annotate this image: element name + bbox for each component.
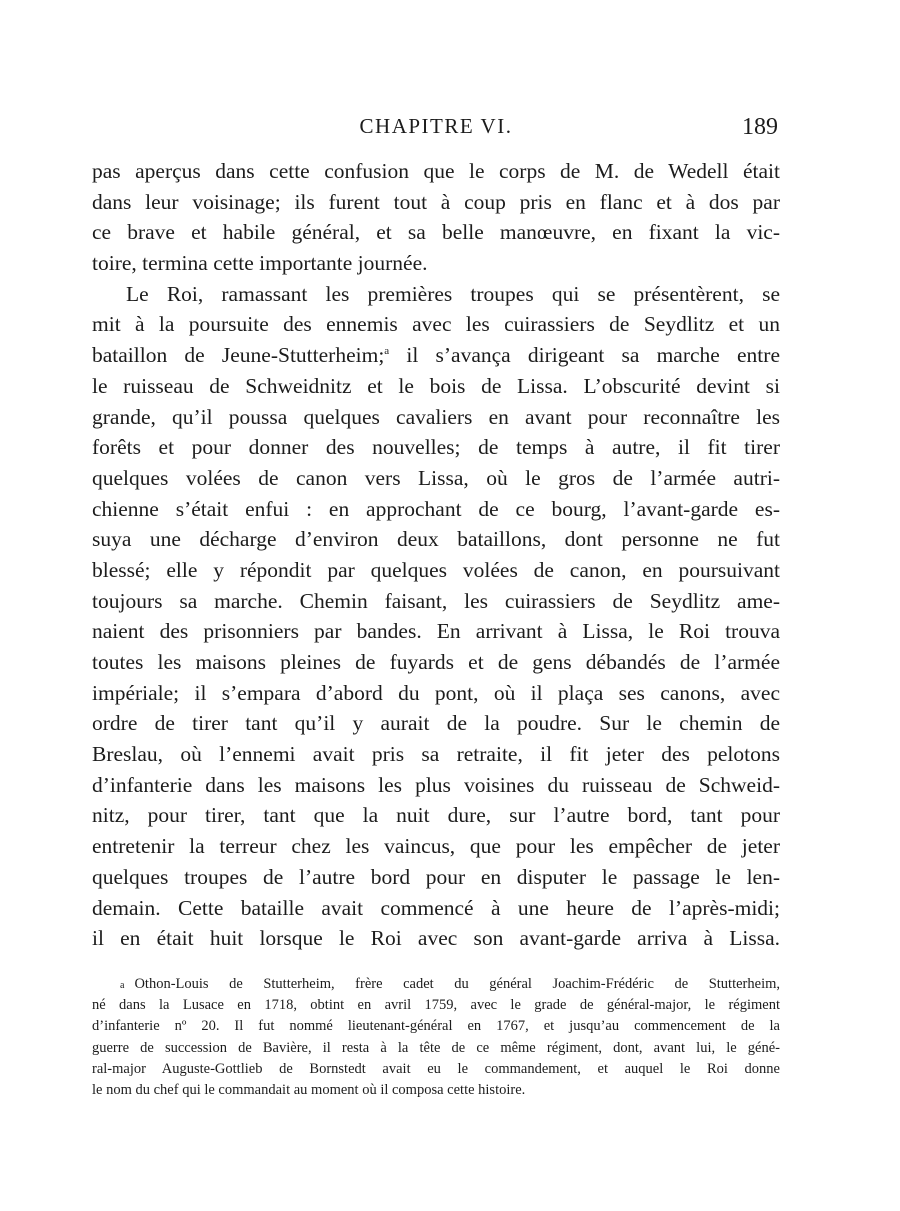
text-line: mit à la poursuite des ennemis avec les cuirassiers de Seydlitz et un (92, 312, 780, 337)
footnote-line (92, 974, 780, 995)
text-segment: il s’avança dirigeant sa marche entre (389, 343, 780, 368)
text-line: demain. Cette bataille avait commencé à une heure de l’après-midi; (92, 895, 780, 920)
footnote-line: guerre de succession de Bavière, il resta à la tête de ce même régiment, dont, avant lui, le géné- (92, 1039, 780, 1056)
text-line: nitz, pour tirer, tant que la nuit dure, sur l’autre bord, tant pour (92, 803, 780, 828)
text-line: quelques troupes de l’autre bord pour en disputer le passage le len- (92, 864, 780, 889)
text-line: pas aperçus dans cette confusion que le corps de M. de Wedell était (92, 159, 780, 183)
text-line: chienne s’était enfui : en approchant de ce bourg, l’avant-garde es- (92, 496, 780, 521)
text-line: il en était huit lorsque le Roi avec son avant-garde arriva à Lissa. (92, 926, 780, 951)
chapter-title: CHAPITRE VI. (359, 114, 513, 138)
text-line: toire, termina cette importante journée. (92, 251, 428, 276)
running-head (92, 108, 780, 148)
paragraph (92, 156, 780, 279)
text-line: forêts et pour donner des nouvelles; de temps à autre, il fit tirer (92, 435, 780, 460)
footnote-marker: a (384, 345, 390, 358)
footnote-letter: a (120, 979, 125, 991)
text-line: grande, qu’il poussa quelques cavaliers en avant pour reconnaître les (92, 404, 780, 429)
text-segment: bataillon de Jeune-Stutterheim; (92, 343, 385, 368)
text-line: suya une décharge d’environ deux bataillons, dont personne ne fut (92, 527, 780, 552)
footnote (92, 974, 780, 1102)
text-line: d’infanterie dans les maisons les plus voisines du ruisseau de Schweid- (92, 772, 780, 797)
text-line: Breslau, où l’ennemi avait pris sa retraite, il fit jeter des pelotons (92, 742, 780, 767)
text-line: blessé; elle y répondit par quelques volées de canon, en poursuivant (92, 557, 780, 582)
footnote-line: le nom du chef qui le commandait au moment où il composa cette histoire. (92, 1082, 526, 1099)
text-line: ordre de tirer tant qu’il y aurait de la poudre. Sur le chemin de (92, 711, 780, 736)
footnote-text: Othon-Louis de Stutterheim, frère cadet du général Joachim-Frédéric de Stutterheim, (134, 975, 780, 992)
footnote-line: d’infanterie nº 20. Il fut nommé lieutenant-général en 1767, et jusqu’au commencement de la (92, 1018, 780, 1035)
body-text (92, 156, 780, 954)
text-line: toutes les maisons pleines de fuyards et de gens débandés de l’armée (92, 650, 780, 674)
text-line: entretenir la terreur chez les vaincus, que pour les empêcher de jeter (92, 834, 780, 859)
text-line: impériale; il s’empara d’abord du pont, où il plaça ses canons, avec (92, 680, 780, 705)
footnote-line: ral-major Auguste-Gottlieb de Bornstedt avait eu le commandement, et auquel le Roi donne (92, 1061, 780, 1078)
text-line: le ruisseau de Schweidnitz et le bois de Lissa. L’obscurité devint si (92, 373, 780, 398)
text-line: ce brave et habile général, et sa belle manœuvre, en fixant la vic- (92, 220, 780, 245)
footnote-line: né dans la Lusace en 1718, obtint en avril 1759, avec le grade de général-major, le régiment (92, 997, 780, 1014)
page-number: 189 (742, 114, 778, 140)
text-line: naient des prisonniers par bandes. En arrivant à Lissa, le Roi trouva (92, 619, 780, 644)
text-line: Le Roi, ramassant les premières troupes qui se présentèrent, se (126, 281, 780, 306)
text-line: dans leur voisinage; ils furent tout à coup pris en flanc et à dos par (92, 189, 780, 214)
paragraph (92, 279, 780, 954)
text-line: toujours sa marche. Chemin faisant, les cuirassiers de Seydlitz ame- (92, 588, 780, 613)
text-line (92, 340, 780, 371)
text-line: quelques volées de canon vers Lissa, où le gros de l’armée autri- (92, 465, 780, 490)
book-page (92, 108, 780, 1102)
